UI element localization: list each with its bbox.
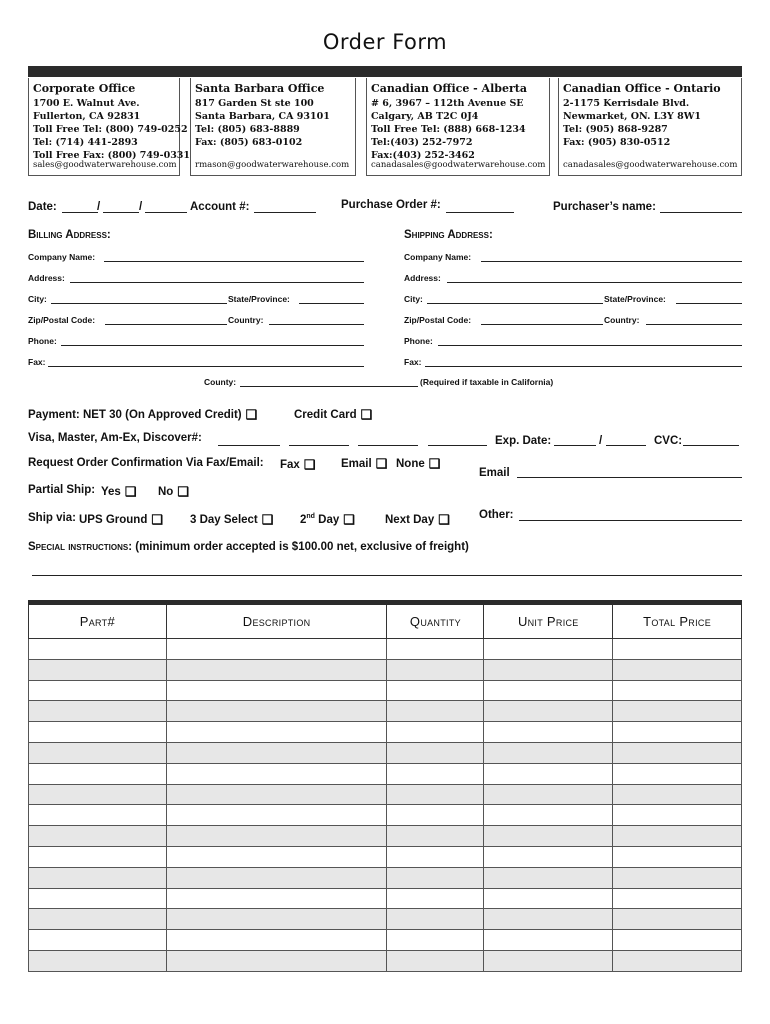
office-line: # 6, 3967 – 112th Avenue SE xyxy=(371,98,524,109)
total-price-cell[interactable] xyxy=(613,763,742,784)
office-email[interactable]: canadasales@goodwaterwarehouse.com xyxy=(371,160,546,170)
exp-separator: / xyxy=(599,435,603,447)
county-label: County: xyxy=(204,377,237,387)
ship-nextday-label: Next Day xyxy=(385,514,435,526)
office-line: 1700 E. Walnut Ave. xyxy=(33,98,140,109)
table-row xyxy=(29,909,742,930)
billing-address-field[interactable] xyxy=(70,282,364,283)
description-cell[interactable] xyxy=(166,930,387,951)
county-field[interactable] xyxy=(240,386,418,387)
net30-checkbox[interactable]: ❑ xyxy=(245,407,258,422)
part-cell[interactable] xyxy=(29,826,167,847)
cvc-field[interactable] xyxy=(683,445,739,446)
confirm-email-field-label: Email xyxy=(479,467,510,479)
partial-ship-yes-label: Yes xyxy=(101,486,121,498)
unit-price-cell[interactable] xyxy=(484,930,613,951)
unit-price-cell[interactable] xyxy=(484,867,613,888)
unit-price-cell[interactable] xyxy=(484,805,613,826)
office-line: Tel:(403) 252-7972 xyxy=(371,137,473,148)
confirm-none-option[interactable] xyxy=(396,456,440,472)
quantity-cell[interactable] xyxy=(387,784,484,805)
total-price-cell[interactable] xyxy=(613,722,742,743)
total-price-cell[interactable] xyxy=(613,826,742,847)
card-number-field-4[interactable] xyxy=(428,445,487,446)
total-price-cell[interactable] xyxy=(613,659,742,680)
unit-price-cell[interactable] xyxy=(484,680,613,701)
part-cell[interactable] xyxy=(29,909,167,930)
shipping-address-field[interactable] xyxy=(447,282,742,283)
unit-price-cell[interactable] xyxy=(484,846,613,867)
ship-other-field[interactable] xyxy=(519,520,742,521)
shipping-fax-label: Fax: xyxy=(404,357,422,367)
shipping-state-label: State/Province: xyxy=(604,294,666,304)
shipping-company-field[interactable] xyxy=(481,261,742,262)
confirm-email-field[interactable] xyxy=(517,477,742,478)
quantity-cell[interactable] xyxy=(387,867,484,888)
billing-heading: Billing Address: xyxy=(28,229,111,241)
ship-nextday-option[interactable] xyxy=(385,512,450,528)
unit-price-cell[interactable] xyxy=(484,888,613,909)
total-price-cell[interactable] xyxy=(613,639,742,660)
shipping-heading: Shipping Address: xyxy=(404,229,493,241)
confirm-none-checkbox[interactable]: ❑ xyxy=(428,456,441,471)
description-cell[interactable] xyxy=(166,950,387,971)
col-header-total-price: Total Price xyxy=(613,603,742,639)
office-line: Tel: (805) 683-8889 xyxy=(195,124,300,135)
billing-country-field[interactable] xyxy=(269,324,364,325)
part-cell[interactable] xyxy=(29,680,167,701)
confirm-fax-checkbox[interactable]: ❑ xyxy=(303,457,316,472)
col-header-unit-price: Unit Price xyxy=(484,603,613,639)
ship-2day-number: 2 xyxy=(300,514,307,526)
total-price-cell[interactable] xyxy=(613,742,742,763)
shipping-city-label: City: xyxy=(404,294,423,304)
po-label: Purchase Order #: xyxy=(341,199,441,211)
confirm-email-label: Email xyxy=(341,458,372,470)
col-header-part: Part# xyxy=(29,603,167,639)
county-note: (Required if taxable in California) xyxy=(420,377,554,387)
header-bar xyxy=(28,66,742,77)
part-cell[interactable] xyxy=(29,888,167,909)
billing-country-label: Country: xyxy=(228,315,264,325)
table-row xyxy=(29,930,742,951)
confirm-fax-option[interactable] xyxy=(280,457,315,473)
office-email[interactable]: canadasales@goodwaterwarehouse.com xyxy=(563,160,738,170)
office-line: Toll Free Tel: (888) 668-1234 xyxy=(371,124,526,135)
table-header-row xyxy=(29,603,742,639)
office-line: Toll Free Tel: (800) 749-0252 xyxy=(33,124,188,135)
shipping-zip-label: Zip/Postal Code: xyxy=(404,315,472,325)
partial-ship-yes-checkbox[interactable]: ❑ xyxy=(124,484,137,499)
total-price-cell[interactable] xyxy=(613,888,742,909)
payment-net30-label: Payment: NET 30 (On Approved Credit) xyxy=(28,409,242,421)
col-header-quantity: Quantity xyxy=(387,603,484,639)
shipping-phone-label: Phone: xyxy=(404,336,433,346)
office-line: Tel: (905) 868-9287 xyxy=(563,124,668,135)
confirm-fax-label: Fax xyxy=(280,459,300,471)
quantity-cell[interactable] xyxy=(387,701,484,722)
unit-price-cell[interactable] xyxy=(484,701,613,722)
total-price-cell[interactable] xyxy=(613,930,742,951)
office-name: Santa Barbara Office xyxy=(195,82,325,95)
special-note: (minimum order accepted is $100.00 net, exclusive of freight) xyxy=(135,541,469,553)
office-line: Fax: (805) 683-0102 xyxy=(195,137,303,148)
ship-other-label: Other: xyxy=(479,509,514,521)
card-number-field-3[interactable] xyxy=(358,445,418,446)
ship-via-label: Ship via: xyxy=(28,512,76,524)
shipping-zip-field[interactable] xyxy=(481,324,603,325)
part-cell[interactable] xyxy=(29,930,167,951)
quantity-cell[interactable] xyxy=(387,950,484,971)
quantity-cell[interactable] xyxy=(387,909,484,930)
quantity-cell[interactable] xyxy=(387,659,484,680)
description-cell[interactable] xyxy=(166,805,387,826)
col-header-description: Description xyxy=(166,603,387,639)
billing-zip-label: Zip/Postal Code: xyxy=(28,315,96,325)
description-cell[interactable] xyxy=(166,722,387,743)
billing-city-label: City: xyxy=(28,294,47,304)
date-day-field[interactable] xyxy=(103,212,139,213)
quantity-cell[interactable] xyxy=(387,763,484,784)
office-line: Fax: (905) 830-0512 xyxy=(563,137,671,148)
shipping-state-field[interactable] xyxy=(676,303,742,304)
description-cell[interactable] xyxy=(166,909,387,930)
page-title: Order Form xyxy=(322,30,448,54)
table-row xyxy=(29,742,742,763)
shipping-fax-field[interactable] xyxy=(425,366,742,367)
confirm-email-option[interactable] xyxy=(341,456,387,472)
ship-ups-checkbox[interactable]: ❑ xyxy=(151,512,164,527)
date-month-field[interactable] xyxy=(62,212,98,213)
description-cell[interactable] xyxy=(166,639,387,660)
date-separator: / xyxy=(97,201,101,213)
shipping-address-label: Address: xyxy=(404,273,441,283)
table-row xyxy=(29,784,742,805)
office-line: Fullerton, CA 92831 xyxy=(33,111,141,122)
shipping-country-label: Country: xyxy=(604,315,640,325)
part-cell[interactable] xyxy=(29,701,167,722)
office-line: Fax:(403) 252-3462 xyxy=(371,150,475,161)
partial-ship-no[interactable] xyxy=(158,484,189,500)
part-cell[interactable] xyxy=(29,846,167,867)
quantity-cell[interactable] xyxy=(387,888,484,909)
credit-card-checkbox[interactable]: ❑ xyxy=(360,407,373,422)
table-row xyxy=(29,867,742,888)
purchaser-field[interactable] xyxy=(660,212,742,213)
card-number-field-2[interactable] xyxy=(289,445,349,446)
date-label: Date: xyxy=(28,201,57,213)
part-cell[interactable] xyxy=(29,805,167,826)
parts-table xyxy=(28,600,742,972)
office-ontario xyxy=(558,78,742,176)
office-corporate xyxy=(28,78,191,176)
payment-credit-card[interactable] xyxy=(294,407,372,423)
ship-ups-label: UPS Ground xyxy=(79,514,148,526)
account-label: Account #: xyxy=(190,201,250,213)
description-cell[interactable] xyxy=(166,826,387,847)
table-row xyxy=(29,701,742,722)
office-name: Corporate Office xyxy=(33,82,136,95)
account-field[interactable] xyxy=(254,212,316,213)
unit-price-cell[interactable] xyxy=(484,722,613,743)
billing-fax-label: Fax: xyxy=(28,357,46,367)
partial-ship-yes[interactable] xyxy=(101,484,136,500)
office-line: Newmarket, ON. L3Y 8W1 xyxy=(563,111,701,122)
ship-2day-suffix: nd xyxy=(306,513,315,521)
credit-card-label: Credit Card xyxy=(294,409,357,421)
table-row xyxy=(29,846,742,867)
part-cell[interactable] xyxy=(29,639,167,660)
quantity-cell[interactable] xyxy=(387,930,484,951)
office-line: 817 Garden St ste 100 xyxy=(195,98,314,109)
table-row xyxy=(29,950,742,971)
total-price-cell[interactable] xyxy=(613,867,742,888)
date-separator: / xyxy=(139,201,143,213)
total-price-cell[interactable] xyxy=(613,950,742,971)
special-instructions xyxy=(28,541,469,553)
part-cell[interactable] xyxy=(29,659,167,680)
billing-city-field[interactable] xyxy=(51,303,227,304)
confirm-none-label: None xyxy=(396,458,425,470)
ship-3day-option[interactable] xyxy=(190,512,273,528)
total-price-cell[interactable] xyxy=(613,784,742,805)
description-cell[interactable] xyxy=(166,680,387,701)
partial-ship-no-checkbox[interactable]: ❑ xyxy=(177,484,189,499)
unit-price-cell[interactable] xyxy=(484,659,613,680)
confirm-email-checkbox[interactable]: ❑ xyxy=(375,456,388,471)
shipping-country-field[interactable] xyxy=(646,324,742,325)
description-cell[interactable] xyxy=(166,659,387,680)
exp-month-field[interactable] xyxy=(554,445,596,446)
part-cell[interactable] xyxy=(29,784,167,805)
ship-2day-option[interactable] xyxy=(300,512,355,528)
parts-table-body xyxy=(29,639,742,972)
office-name: Canadian Office - Ontario xyxy=(563,82,721,95)
office-line: Tel: (714) 441-2893 xyxy=(33,137,138,148)
quantity-cell[interactable] xyxy=(387,846,484,867)
exp-year-field[interactable] xyxy=(606,445,646,446)
billing-company-field[interactable] xyxy=(104,261,364,262)
special-instructions-line[interactable] xyxy=(32,575,742,576)
quantity-cell[interactable] xyxy=(387,742,484,763)
total-price-cell[interactable] xyxy=(613,680,742,701)
quantity-cell[interactable] xyxy=(387,680,484,701)
quantity-cell[interactable] xyxy=(387,826,484,847)
ship-nextday-checkbox[interactable]: ❑ xyxy=(438,512,450,527)
quantity-cell[interactable] xyxy=(387,722,484,743)
table-row xyxy=(29,888,742,909)
table-row xyxy=(29,763,742,784)
description-cell[interactable] xyxy=(166,763,387,784)
table-row xyxy=(29,826,742,847)
ship-2day-checkbox[interactable]: ❑ xyxy=(343,512,355,527)
office-line: Santa Barbara, CA 93101 xyxy=(195,111,330,122)
date-year-field[interactable] xyxy=(145,212,187,213)
billing-state-field[interactable] xyxy=(299,303,364,304)
billing-company-label: Company Name: xyxy=(28,252,96,262)
description-cell[interactable] xyxy=(166,701,387,722)
office-email[interactable]: rmason@goodwaterwarehouse.com xyxy=(195,160,350,170)
table-row xyxy=(29,639,742,660)
table-row xyxy=(29,659,742,680)
unit-price-cell[interactable] xyxy=(484,784,613,805)
description-cell[interactable] xyxy=(166,742,387,763)
po-field[interactable] xyxy=(446,212,514,213)
office-alberta xyxy=(366,78,550,176)
total-price-cell[interactable] xyxy=(613,701,742,722)
total-price-cell[interactable] xyxy=(613,909,742,930)
table-row xyxy=(29,805,742,826)
ship-3day-checkbox[interactable]: ❑ xyxy=(261,512,274,527)
billing-address-label: Address: xyxy=(28,273,65,283)
description-cell[interactable] xyxy=(166,888,387,909)
office-email[interactable]: sales@goodwaterwarehouse.com xyxy=(33,160,177,170)
unit-price-cell[interactable] xyxy=(484,950,613,971)
description-cell[interactable] xyxy=(166,846,387,867)
unit-price-cell[interactable] xyxy=(484,763,613,784)
special-heading: Special instructions: xyxy=(28,541,133,553)
office-line: 2-1175 Kerrisdale Blvd. xyxy=(563,98,690,109)
unit-price-cell[interactable] xyxy=(484,826,613,847)
billing-fax-field[interactable] xyxy=(48,366,364,367)
part-cell[interactable] xyxy=(29,867,167,888)
cvc-label: CVC: xyxy=(654,435,683,447)
exp-date-label: Exp. Date: xyxy=(495,435,552,447)
total-price-cell[interactable] xyxy=(613,805,742,826)
billing-state-label: State/Province: xyxy=(228,294,290,304)
quantity-cell[interactable] xyxy=(387,639,484,660)
quantity-cell[interactable] xyxy=(387,805,484,826)
payment-net30[interactable] xyxy=(28,407,257,423)
confirmation-label: Request Order Confirmation Via Fax/Email: xyxy=(28,457,264,469)
card-number-label: Visa, Master, Am-Ex, Discover#: xyxy=(28,432,202,444)
office-name: Canadian Office - Alberta xyxy=(371,82,527,95)
billing-zip-field[interactable] xyxy=(105,324,227,325)
card-number-field-1[interactable] xyxy=(218,445,280,446)
total-price-cell[interactable] xyxy=(613,846,742,867)
part-cell[interactable] xyxy=(29,742,167,763)
office-line: Calgary, AB T2C 0J4 xyxy=(371,111,479,122)
part-cell[interactable] xyxy=(29,950,167,971)
billing-phone-label: Phone: xyxy=(28,336,57,346)
ship-ups-option[interactable] xyxy=(79,512,163,528)
office-line: Toll Free Fax: (800) 749-0331 xyxy=(33,150,191,161)
billing-phone-field[interactable] xyxy=(61,345,364,346)
part-cell[interactable] xyxy=(29,722,167,743)
part-cell[interactable] xyxy=(29,763,167,784)
partial-ship-no-label: No xyxy=(158,486,174,498)
unit-price-cell[interactable] xyxy=(484,742,613,763)
table-row xyxy=(29,722,742,743)
table-row xyxy=(29,680,742,701)
ship-2day-word: Day xyxy=(318,514,340,526)
shipping-city-field[interactable] xyxy=(427,303,603,304)
ship-3day-label: 3 Day Select xyxy=(190,514,258,526)
shipping-company-label: Company Name: xyxy=(404,252,472,262)
unit-price-cell[interactable] xyxy=(484,909,613,930)
unit-price-cell[interactable] xyxy=(484,639,613,660)
description-cell[interactable] xyxy=(166,867,387,888)
office-santa-barbara xyxy=(190,78,356,176)
purchaser-label: Purchaser’s name: xyxy=(553,201,656,213)
shipping-phone-field[interactable] xyxy=(438,345,742,346)
partial-ship-label: Partial Ship: xyxy=(28,484,96,496)
description-cell[interactable] xyxy=(166,784,387,805)
